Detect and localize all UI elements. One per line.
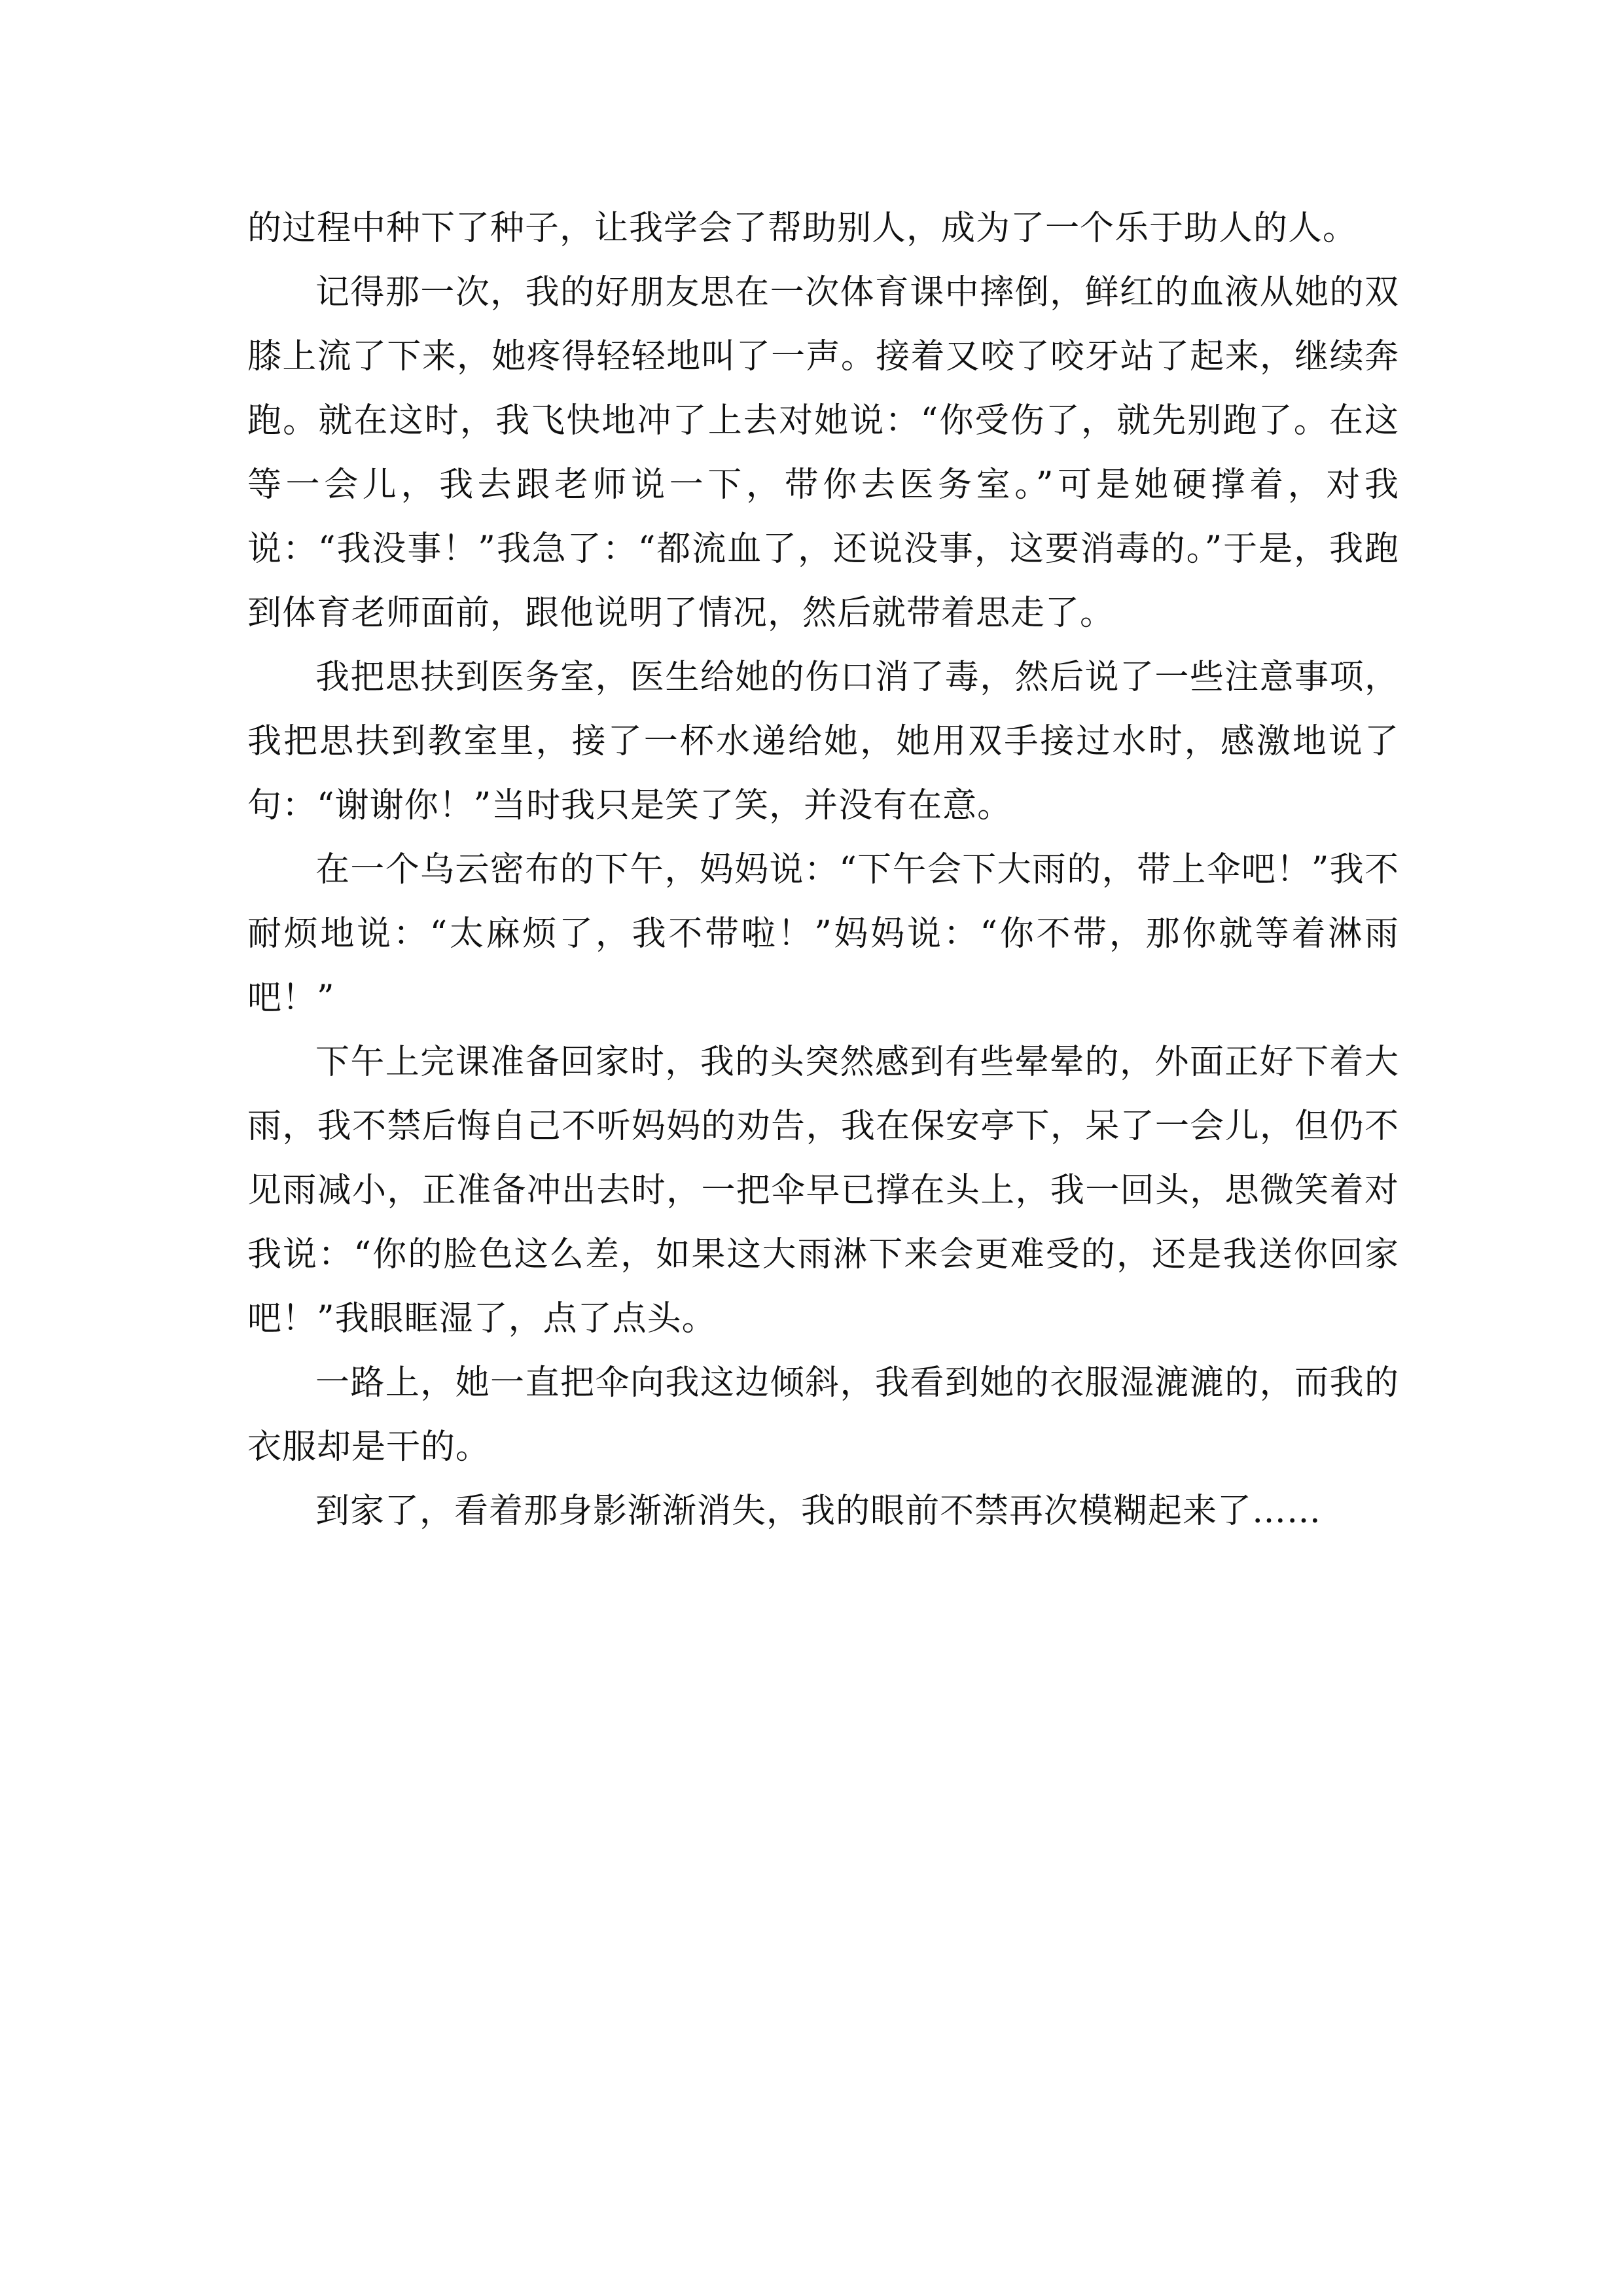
paragraph-continuation: 的过程中种下了种子，让我学会了帮助别人，成为了一个乐于助人的人。 bbox=[247, 209, 1358, 248]
paragraph-ending: 到家了，看着那身影渐渐消失，我的眼前不禁再次模糊起来了…… bbox=[315, 1492, 1322, 1531]
essay-body bbox=[247, 196, 1399, 1543]
paragraph-umbrella-warning: 在一个乌云密布的下午，妈妈说：“下午会下大雨的，带上伞吧！”我不耐烦地说：“太麻烦了，我不带啦！”妈妈说：“你不带，那你就等着淋雨吧！” bbox=[247, 850, 1399, 1018]
paragraph-rain: 下午上完课准备回家时，我的头突然感到有些晕晕的，外面正好下着大雨，我不禁后悔自己不听妈妈的劝告，我在保安亭下，呆了一会儿，但仍不见雨减小，正准备冲出去时，一把伞早已撑在头上，我一回头，思微笑着对我说：“你的脸色这么差，如果这大雨淋下来会更难受的，还是我送你回家吧！”我眼眶湿了，点了点头。 bbox=[247, 1043, 1399, 1338]
paragraph-clinic: 我把思扶到医务室，医生给她的伤口消了毒，然后说了一些注意事项，我把思扶到教室里，接了一杯水递给她，她用双手接过水时，感激地说了句：“谢谢你！”当时我只是笑了笑，并没有在意。 bbox=[247, 658, 1399, 825]
paragraph-injury: 记得那一次，我的好朋友思在一次体育课中摔倒，鲜红的血液从她的双膝上流了下来，她疼得轻轻地叫了一声。接着又咬了咬牙站了起来，继续奔跑。就在这时，我飞快地冲了上去对她说：“你受伤了，就先别跑了。在这等一会儿，我去跟老师说一下，带你去医务室。”可是她硬撑着，对我说：“我没事！”我急了：“都流血了，还说没事，这要消毒的。”于是，我跑到体育老师面前，跟他说明了情况，然后就带着思走了。 bbox=[247, 273, 1399, 633]
paragraph-walk-home: 一路上，她一直把伞向我这边倾斜，我看到她的衣服湿漉漉的，而我的衣服却是干的。 bbox=[247, 1363, 1399, 1467]
